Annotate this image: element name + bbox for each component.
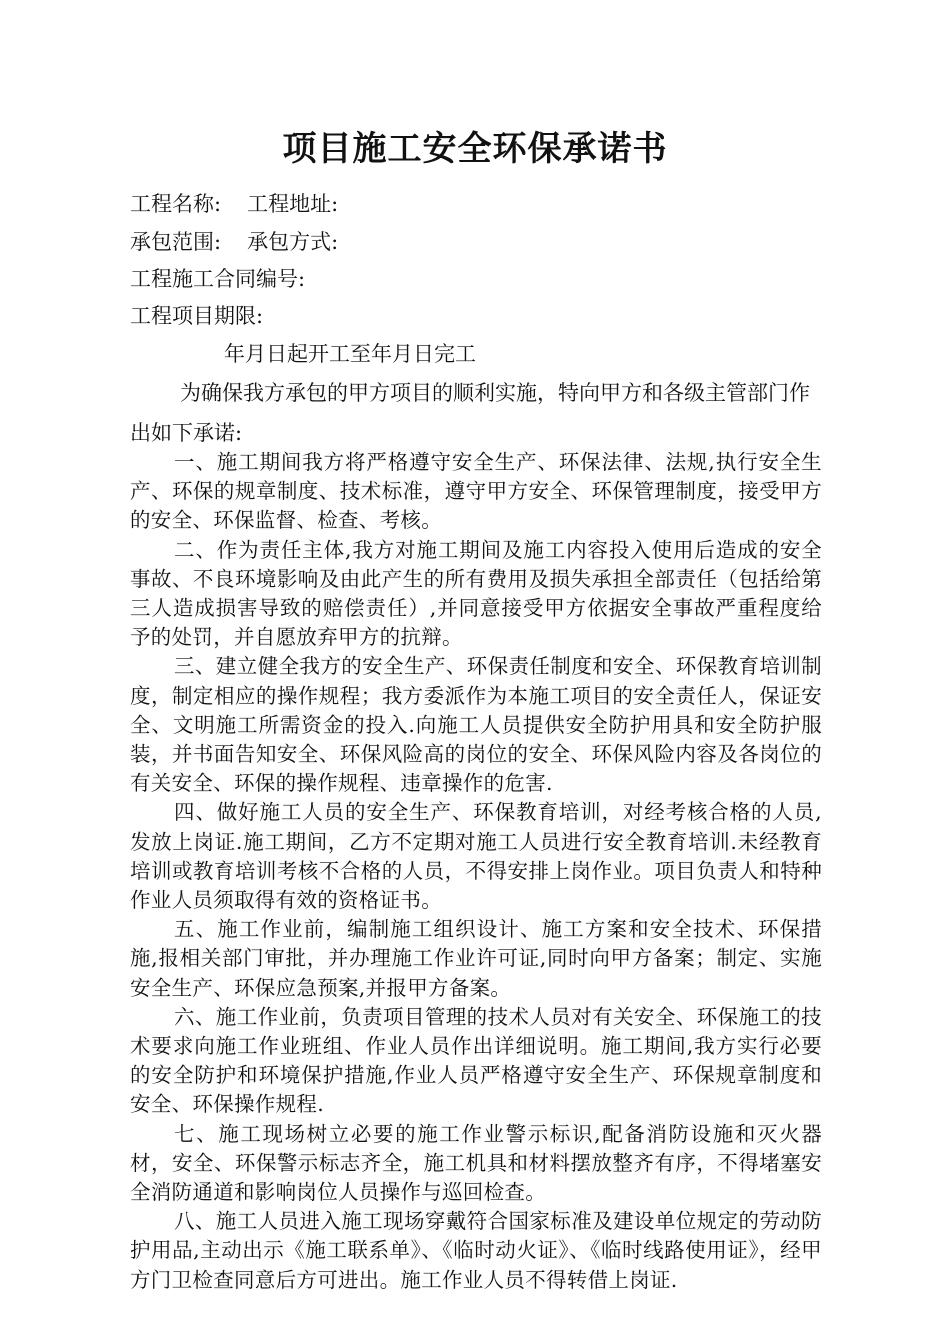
clause-5: 五、施工作业前，编制施工组织设计、施工方案和安全技术、环保措施,报相关部门审批，并办理施工作业许可证,同时向甲方备案；制定、实施安全生产、环保应急预案,并报甲方备案。 — [130, 917, 822, 1000]
project-name-label: 工程名称: — [130, 192, 222, 216]
clause-1: 一、施工期间我方将严格遵守安全生产、环保法律、法规,执行安全生产、环保的规章制度、技术标准，遵守甲方安全、环保管理制度，接受甲方的安全、环保监督、检查、考核。 — [130, 450, 822, 533]
clause-4: 四、做好施工人员的安全生产、环保教育培训，对经考核合格的人员,发放上岗证.施工期间，乙方不定期对施工人员进行安全教育培训.未经教育培训或教育培训考核不合格的人员，不得安排上岗作业。项目负责人和特种作业人员须取得有效的资格证书。 — [130, 800, 822, 913]
intro-paragraph: 为确保我方承包的甲方项目的顺利实施，特向甲方和各级主管部门作出如下承诺: — [130, 381, 810, 445]
contract-scope-label: 承包范围: — [130, 230, 222, 254]
clause-7: 七、施工现场树立必要的施工作业警示标识,配备消防设施和灭火器材，安全、环保警示标志齐全，施工机具和材料摆放整齐有序，不得堵塞安全消防通道和影响岗位人员操作与巡回检查。 — [130, 1121, 822, 1205]
clause-2: 二、作为责任主体,我方对施工期间及施工内容投入使用后造成的安全事故、不良环境影响及由此产生的所有费用及损失承担全部责任（包括给第三人造成损害导致的赔偿责任）,并同意接受甲方依据安全事故严重程度给予的处罚，并自愿放弃甲方的抗辩。 — [130, 537, 822, 650]
document-title: 项目施工安全环保承诺书 — [282, 129, 668, 169]
meta-row-name-address — [130, 190, 338, 218]
clause-6: 六、施工作业前，负责项目管理的技术人员对有关安全、环保施工的技术要求向施工作业班组、作业人员作出详细说明。施工期间,我方实行必要的安全防护和环境保护措施,作业人员严格遵守安全生产、环保规章制度和安全、环保操作规程. — [130, 1004, 822, 1117]
project-period-label: 工程项目期限: — [130, 304, 264, 328]
clause-3: 三、建立健全我方的安全生产、环保责任制度和安全、环保教育培训制度，制定相应的操作规程；我方委派作为本施工项目的安全责任人，保证安全、文明施工所需资金的投入.向施工人员提供安全防护用具和安全防护服装，并书面告知安全、环保风险高的岗位的安全、环保风险内容及各岗位的有关安全、环保的操作规程、违章操作的危害. — [130, 654, 822, 796]
clause-8: 八、施工人员进入施工现场穿戴符合国家标准及建设单位规定的劳动防护用品,主动出示《施工联系单》、《临时动火证》、《临时线路使用证》，经甲方门卫检查同意后方可进出。施工作业人员不得转借上岗证. — [130, 1209, 822, 1292]
project-address-label: 工程地址: — [247, 192, 339, 216]
meta-row-scope-method — [130, 228, 338, 256]
period-line: 年月日起开工至年月日完工 — [224, 342, 476, 366]
contract-method-label: 承包方式: — [247, 230, 339, 254]
clauses-list — [130, 448, 822, 1295]
contract-number-label: 工程施工合同编号: — [130, 267, 306, 291]
